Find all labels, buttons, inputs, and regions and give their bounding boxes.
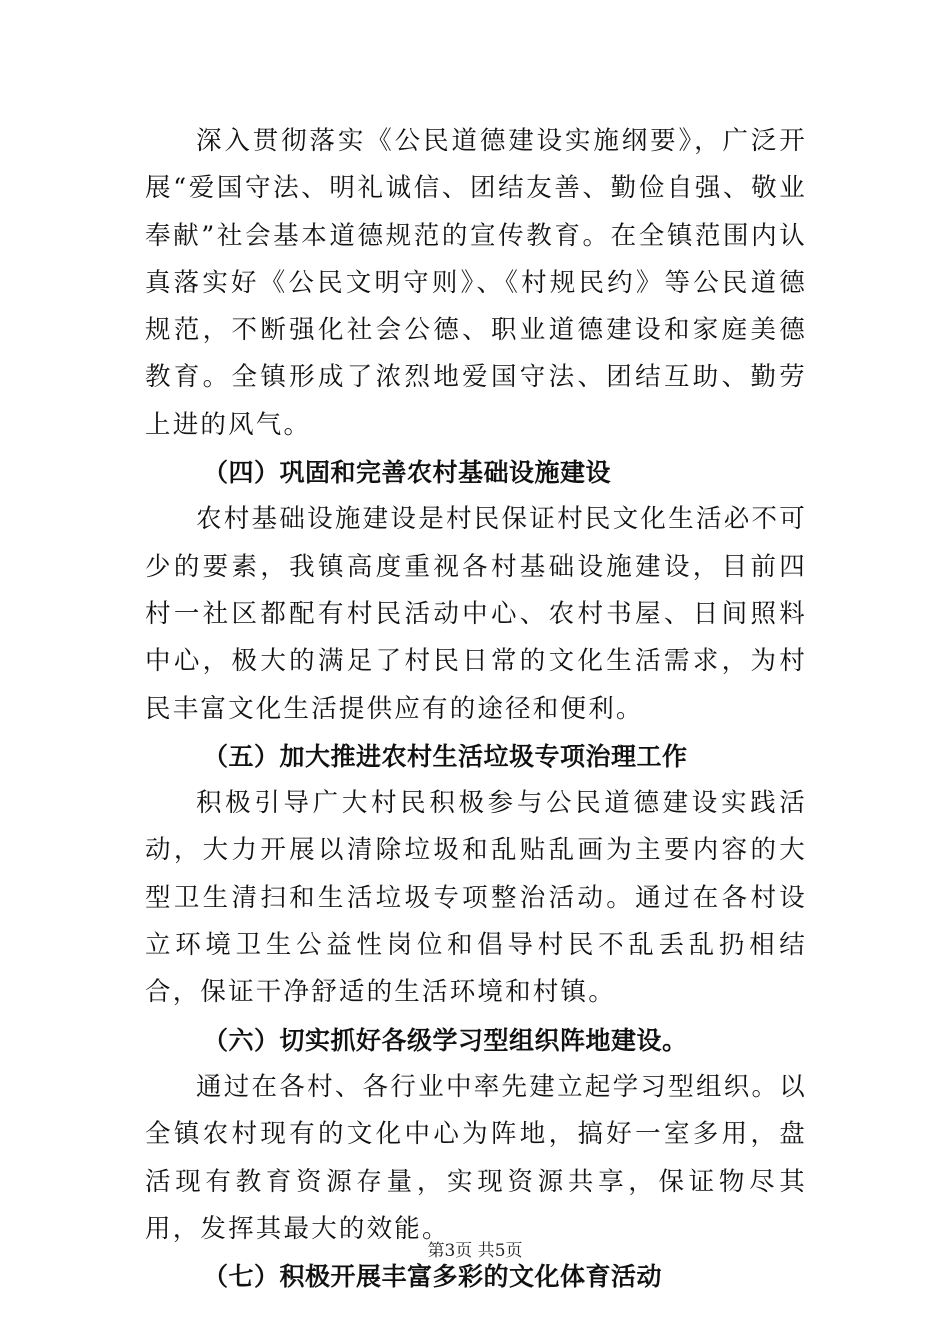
page-number-footer: 第3页 共5页 bbox=[427, 1241, 523, 1261]
section-heading-7: （七）积极开展丰富多彩的文化体育活动 bbox=[203, 1262, 663, 1292]
paragraph-infrastructure: 农村基础设施建设是村民保证村民文化生活必不可少的要素，我镇高度重视各村基础设施建设，目前四村一社区都配有村民活动中心、农村书屋、日间照料中心，极大的满足了村民日常的文化生活需求，为村民丰富文化生活提供应有的途径和便利。 bbox=[145, 504, 807, 724]
section-heading-4: （四）巩固和完善农村基础设施建设 bbox=[203, 458, 612, 488]
paragraph-garbage-treatment: 积极引导广大村民积极参与公民道德建设实践活动，大力开展以清除垃圾和乱贴乱画为主要内容的大型卫生清扫和生活垃圾专项整治活动。通过在各村设立环境卫生公益性岗位和倡导村民不乱丢乱扔相结合，保证干净舒适的生活环境和村镇。 bbox=[145, 788, 807, 1008]
section-heading-5: （五）加大推进农村生活垃圾专项治理工作 bbox=[203, 741, 688, 771]
document-body bbox=[145, 118, 807, 1300]
paragraph-learning-organization: 通过在各村、各行业中率先建立起学习型组织。以全镇农村现有的文化中心为阵地，搞好一室多用，盘活现有教育资源存量，实现资源共享，保证物尽其用，发挥其最大的效能。 bbox=[145, 1071, 807, 1244]
paragraph-moral-education: 深入贯彻落实《公民道德建设实施纲要》，广泛开展“爱国守法、明礼诚信、团结友善、勤俭自强、敬业奉献”社会基本道德规范的宣传教育。在全镇范围内认真落实好《公民文明守则》、《村规民约》等公民道德规范，不断强化社会公德、职业道德建设和家庭美德教育。全镇形成了浓烈地爱国守法、团结互助、勤劳上进的风气。 bbox=[145, 126, 807, 440]
section-heading-6: （六）切实抓好各级学习型组织阵地建设。 bbox=[203, 1025, 688, 1055]
